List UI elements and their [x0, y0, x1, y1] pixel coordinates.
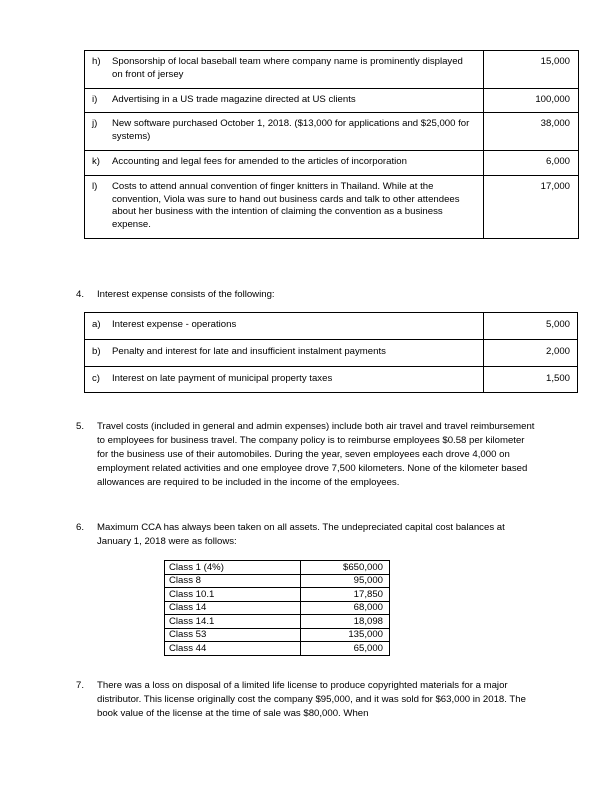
- item-label: Costs to attend annual convention of finger knitters in Thailand. While at the convention, Viola was sure to hand out business cards and talk to other attendees about her business with the intention of claiming the convention as a business expense.: [112, 180, 460, 231]
- table-row: [85, 339, 578, 366]
- table-row: [85, 313, 578, 340]
- item-label: Accounting and legal fees for amended to the articles of incorporation: [112, 155, 407, 167]
- expense-items-table: [84, 50, 579, 239]
- expense-amount-cell: 100,000: [484, 88, 579, 113]
- cca-class-cell: Class 44: [165, 642, 301, 656]
- interest-amount-cell: 5,000: [484, 313, 578, 340]
- item-label: Interest on late payment of municipal property taxes: [112, 372, 333, 384]
- section-number: 5.: [76, 421, 85, 432]
- interest-item-cell: [85, 339, 484, 366]
- cca-balance-cell: 65,000: [301, 642, 390, 656]
- table-row: [85, 88, 579, 113]
- expense-amount-cell: 38,000: [484, 113, 579, 151]
- section-number: 4.: [76, 289, 85, 300]
- cca-balance-cell: 95,000: [301, 574, 390, 588]
- section-number: 6.: [76, 522, 85, 533]
- item-marker: h): [92, 56, 101, 67]
- table-row: [85, 175, 579, 238]
- table-row: [165, 601, 390, 615]
- table-row: [165, 642, 390, 656]
- cca-class-cell: Class 10.1: [165, 588, 301, 602]
- expense-amount-cell: 17,000: [484, 175, 579, 238]
- table-row: [165, 588, 390, 602]
- table-row: [165, 615, 390, 629]
- expense-item-cell: [85, 175, 484, 238]
- section-4: [76, 288, 538, 302]
- table-row: [165, 561, 390, 575]
- item-marker: b): [92, 345, 101, 357]
- item-marker: c): [92, 372, 100, 384]
- section-5-text: Travel costs (included in general and admin expenses) include both air travel and travel reimbursement to employees for business travel. The company policy is to reimburse employees $0.58 per kilometer for the business use of their automobiles. During the year, seven employees each drove 4,000 on employment related activities and one employee drove 7,500 kilometers. None of the kilometer based allowances are required to be included in the income of the employees.: [97, 421, 535, 488]
- interest-amount-cell: 2,000: [484, 339, 578, 366]
- section-7: [76, 679, 538, 721]
- item-label: Sponsorship of local baseball team where company name is prominently displayed on front of jersey: [112, 56, 463, 80]
- cca-class-cell: Class 14.1: [165, 615, 301, 629]
- table-row: [165, 628, 390, 642]
- section-4-heading: Interest expense consists of the following:: [97, 289, 275, 300]
- cca-balance-cell: $650,000: [301, 561, 390, 575]
- table-row: [85, 51, 579, 89]
- expense-item-cell: [85, 113, 484, 151]
- expense-item-cell: [85, 150, 484, 175]
- section-6-text: Maximum CCA has always been taken on all assets. The undepreciated capital cost balances at January 1, 2018 were as follows:: [97, 522, 505, 547]
- item-marker: i): [92, 93, 98, 105]
- section-7-text: There was a loss on disposal of a limited life license to produce copyrighted materials for a major distributor. This license originally cost the company $95,000, and it was sold for $63,000 in 2018. The book value of the license at the time of sale was $80,000. When: [97, 680, 526, 719]
- interest-amount-cell: 1,500: [484, 366, 578, 393]
- cca-balance-cell: 17,850: [301, 588, 390, 602]
- section-6: [76, 521, 538, 549]
- item-label: Advertising in a US trade magazine directed at US clients: [112, 93, 356, 105]
- item-marker: j): [92, 118, 98, 130]
- item-marker: l): [92, 180, 98, 192]
- section-number: 7.: [76, 680, 85, 691]
- item-label: New software purchased October 1, 2018. ($13,000 for applications and $25,000 for systems): [112, 118, 470, 143]
- interest-item-cell: [85, 366, 484, 393]
- cca-balance-cell: 135,000: [301, 628, 390, 642]
- cca-class-cell: Class 14: [165, 601, 301, 615]
- expense-item-cell: [85, 88, 484, 113]
- table-row: [85, 150, 579, 175]
- expense-amount-cell: 15,000: [484, 51, 579, 89]
- table-row: [85, 113, 579, 151]
- cca-class-cell: Class 8: [165, 574, 301, 588]
- expense-amount-cell: 6,000: [484, 150, 579, 175]
- cca-balances-table: [164, 560, 390, 656]
- section-5: [76, 420, 538, 490]
- item-label: Penalty and interest for late and insufficient instalment payments: [112, 345, 386, 357]
- cca-balance-cell: 18,098: [301, 615, 390, 629]
- table-row: [85, 366, 578, 393]
- item-marker: a): [92, 319, 101, 330]
- cca-balance-cell: 68,000: [301, 601, 390, 615]
- interest-expense-table: [84, 312, 578, 393]
- table-row: [165, 574, 390, 588]
- item-label: Interest expense - operations: [112, 319, 237, 330]
- interest-item-cell: [85, 313, 484, 340]
- item-marker: k): [92, 155, 100, 167]
- cca-class-cell: Class 1 (4%): [165, 561, 301, 575]
- expense-item-cell: [85, 51, 484, 89]
- cca-class-cell: Class 53: [165, 628, 301, 642]
